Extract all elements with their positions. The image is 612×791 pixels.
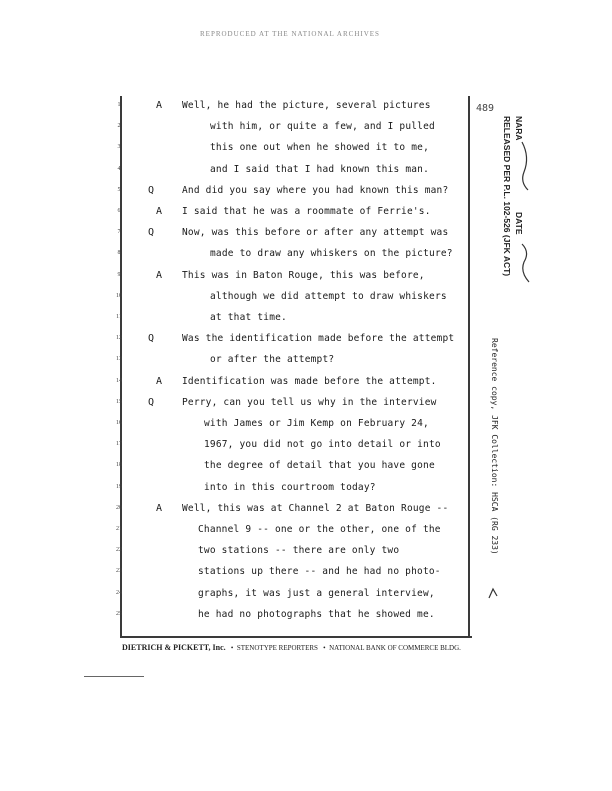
transcript-line: 1967, you did not go into detail or into [204,439,441,451]
speaker-label: Q [148,333,155,345]
line-number: 25 [116,610,122,617]
line-number: 17 [116,441,122,448]
line-number: 24 [116,589,122,596]
stamp-line-1: RELEASED PER P.L. 102-526 (JFK ACT) [502,116,512,277]
stamp-line-2: NARA [514,116,524,141]
line-number: 13 [116,356,122,363]
line-number: 3 [117,144,121,151]
line-number: 15 [116,398,122,405]
line-number: 22 [116,547,122,554]
transcript-line: Was the identification made before the attempt [182,333,455,345]
transcript-line: at that time. [210,312,287,323]
transcript-line: stations up there -- and he had no photo- [198,566,441,578]
release-stamp [500,112,540,292]
speaker-label: A [156,269,163,281]
line-number: 1 [117,102,121,108]
speaker-label: A [156,100,163,111]
right-margin-rule [468,96,470,638]
speaker-label: Q [148,227,155,239]
speaker-label: A [156,375,163,387]
line-number: 10 [116,292,122,299]
reporter-footer [122,643,461,652]
margin-pen-mark [487,586,499,600]
line-number: 23 [116,568,122,575]
bank-building: NATIONAL BANK OF COMMERCE BLDG. [329,644,461,652]
transcript-line: this one out when he showed it to me, [210,142,430,154]
line-number: 9 [117,271,121,278]
line-number: 5 [117,186,121,193]
transcript-line: made to draw any whiskers on the picture? [210,248,453,260]
left-margin-rule [120,96,122,638]
transcript-line: although we did attempt to draw whiskers [210,290,447,302]
transcript-line: with James or Jim Kemp on February 24, [204,418,429,429]
transcript-line: or after the attempt? [210,354,335,366]
transcript-frame [120,96,472,638]
line-number: 11 [116,314,122,320]
line-number: 4 [117,165,121,172]
transcript-line: graphs, it was just a general interview, [198,587,435,599]
page-number: 489 [476,103,495,114]
stamp-date-handwriting [522,244,529,282]
transcript-line: This was in Baton Rouge, this was before, [182,269,425,281]
line-number: 8 [117,250,121,257]
line-number: 20 [116,504,122,511]
transcript-line: Now, was this before or after any attempt was [182,227,449,239]
footer-rule [84,676,144,677]
transcript-line: And did you say where you had known this man? [182,184,449,196]
service-name: STENOTYPE REPORTERS [236,644,318,652]
speaker-label: Q [148,184,155,196]
line-number: 14 [116,377,122,384]
stamp-line-3: DATE [514,212,524,235]
transcript-line: Identification was made before the attempt. [182,375,437,387]
speaker-label: Q [148,396,155,408]
transcript-line: Channel 9 -- one or the other, one of the [198,524,441,535]
archive-header: REPRODUCED AT THE NATIONAL ARCHIVES [200,30,380,38]
footer-separator: • [230,644,234,652]
transcript-line: into in this courtroom today? [204,481,376,493]
line-number: 16 [116,420,122,426]
transcript-line: I said that he was a roommate of Ferrie's. [182,206,431,217]
stamp-signature [522,142,528,190]
transcript-line: the degree of detail that you have gone [204,460,435,472]
speaker-label: A [156,502,163,514]
transcript-line: Well, this was at Channel 2 at Baton Rouge -- [182,502,449,514]
line-number: 6 [117,208,121,214]
bottom-rule [120,636,472,638]
transcript-line: and I said that I had known this man. [210,163,430,175]
transcript-line: he had no photographs that he showed me. [198,608,435,620]
transcript-line: Perry, can you tell us why in the interview [182,396,437,408]
svg-text:Reference copy, JFK Collection: Reference copy, JFK Collection: HSCA (RG 233) [490,338,499,555]
footer-separator-2: • [323,644,326,652]
reference-copy-note [486,336,504,576]
transcript-line: two stations -- there are only two [198,545,400,557]
line-number: 2 [117,123,121,130]
line-number: 12 [116,335,122,342]
firm-name: DIETRICH & PICKETT, Inc. [122,643,226,652]
transcript-line: Well, he had the picture, several pictures [182,100,431,111]
transcript-line: with him, or quite a few, and I pulled [210,121,435,133]
line-number: 18 [116,462,122,469]
line-number: 21 [116,526,122,532]
speaker-label: A [156,206,163,217]
line-number: 7 [117,229,121,236]
line-number: 19 [116,483,122,490]
